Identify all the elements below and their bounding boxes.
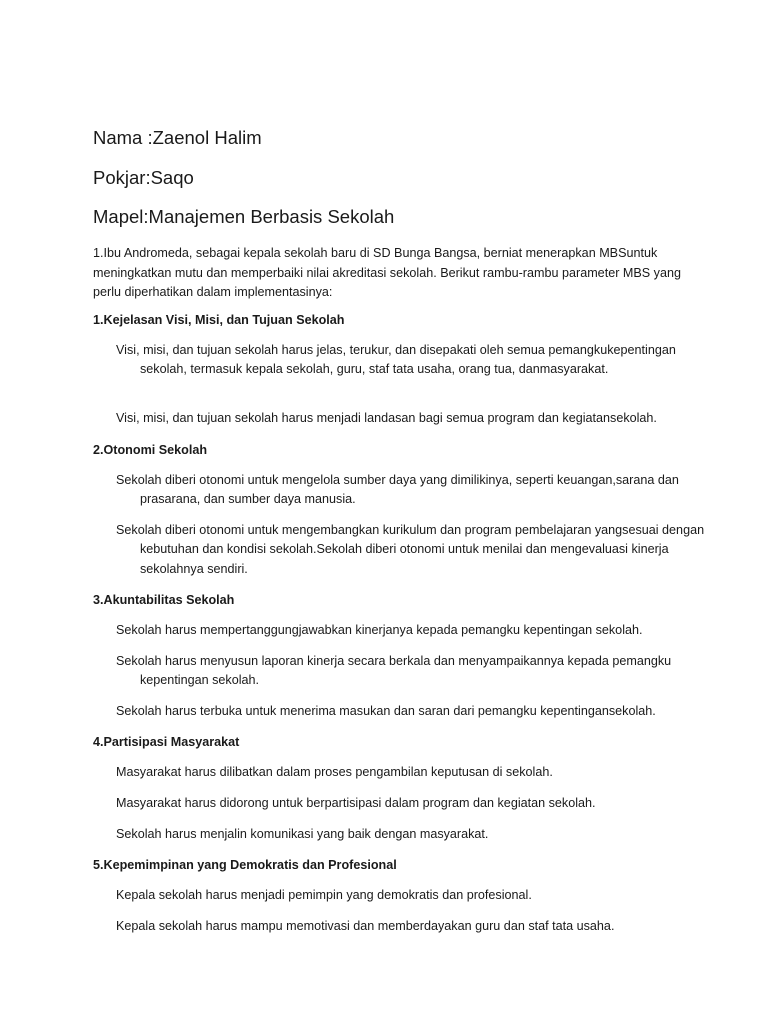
list-item: Sekolah harus menyusun laporan kinerja secara berkala dan menyampaikannya kepada pemangku kepentingan sekolah. (116, 654, 672, 688)
list-item: Visi, misi, dan tujuan sekolah harus jelas, terukur, dan disepakati oleh semua pemangkukepentingan sekolah, termasuk kepala sekolah, guru, staf tata usaha, orang tua, danmasyarakat. (116, 343, 676, 377)
section-title-partisipasi: 4.Partisipasi Masyarakat (93, 735, 240, 749)
list-item: Sekolah harus menjalin komunikasi yang baik dengan masyarakat. (116, 827, 489, 841)
list-item: Visi, misi, dan tujuan sekolah harus menjadi landasan bagi semua program dan kegiatansekolah. (116, 411, 657, 425)
list-item: Kepala sekolah harus mampu memotivasi dan memberdayakan guru dan staf tata usaha. (116, 919, 615, 933)
list-item: Kepala sekolah harus menjadi pemimpin yang demokratis dan profesional. (116, 888, 532, 902)
question-intro: 1.Ibu Andromeda, sebagai kepala sekolah baru di SD Bunga Bangsa, berniat menerapkan MBSuntuk meningkatkan mutu dan memperbaiki nilai akreditasi sekolah. Berikut rambu-rambu parameter MBS yang perlu diperhatikan dalam implementasinya: (93, 246, 681, 299)
list-item: Sekolah harus mempertanggungjawabkan kinerjanya kepada pemangku kepentingan sekolah. (116, 623, 643, 637)
list-item: Masyarakat harus dilibatkan dalam proses pengambilan keputusan di sekolah. (116, 765, 553, 779)
list-item: Sekolah diberi otonomi untuk mengelola sumber daya yang dimilikinya, seperti keuangan,sarana dan prasarana, dan sumber daya manusia. (116, 473, 679, 507)
list-item: Sekolah harus terbuka untuk menerima masukan dan saran dari pemangku kepentingansekolah. (116, 704, 656, 718)
subject-label: Mapel:Manajemen Berbasis Sekolah (93, 206, 395, 227)
pokjar-label: Pokjar:Saqo (93, 167, 194, 188)
section-title-visi-misi: 1.Kejelasan Visi, Misi, dan Tujuan Sekolah (93, 313, 345, 327)
section-title-kepemimpinan: 5.Kepemimpinan yang Demokratis dan Profesional (93, 858, 397, 872)
list-item: Masyarakat harus didorong untuk berpartisipasi dalam program dan kegiatan sekolah. (116, 796, 596, 810)
section-title-akuntabilitas: 3.Akuntabilitas Sekolah (93, 593, 235, 607)
section-title-otonomi: 2.Otonomi Sekolah (93, 443, 208, 457)
student-name: Nama :Zaenol Halim (93, 127, 262, 148)
list-item: Sekolah diberi otonomi untuk mengembangkan kurikulum dan program pembelajaran yangsesuai dengan kebutuhan dan kondisi sekolah.Sekolah diberi otonomi untuk menilai dan mengevaluasi kinerja sekolahnya sendiri. (116, 523, 705, 576)
